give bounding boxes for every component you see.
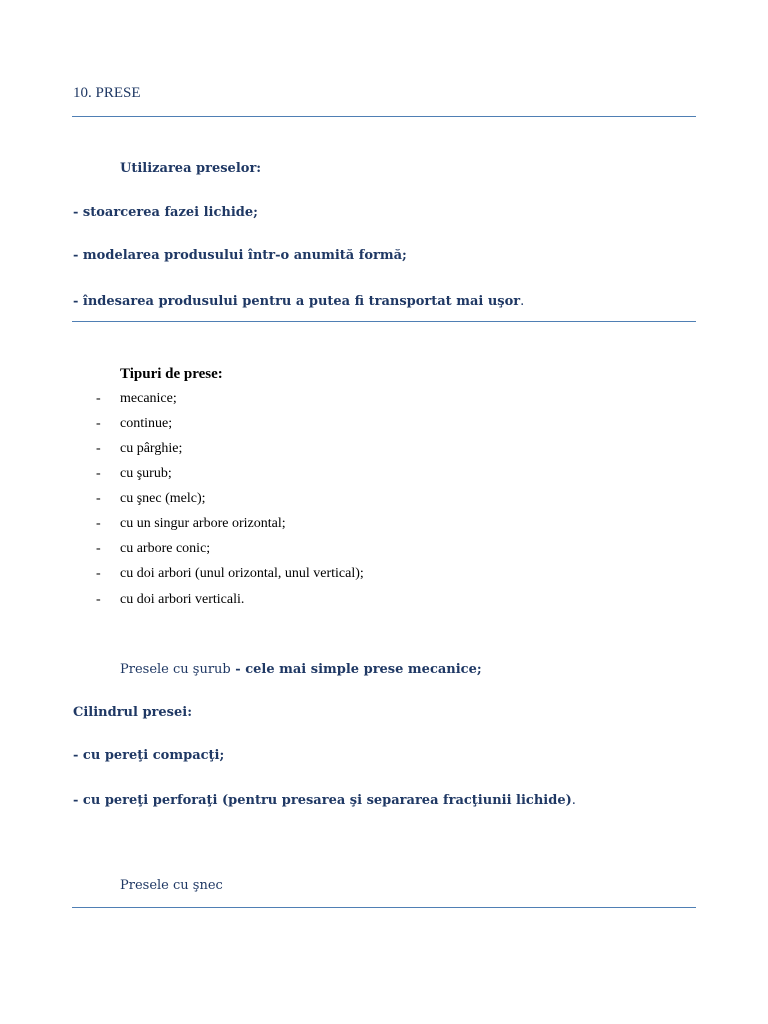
- cilindru-item-last: [73, 791, 576, 809]
- cilindru-item-text: - cu pereţi perforaţi (pentru presarea şi separarea fracţiunii lichide): [73, 793, 572, 808]
- utilizare-item-last: [73, 292, 524, 310]
- list-bullet: -: [96, 491, 101, 506]
- cilindru-heading: Cilindrul presei:: [73, 705, 193, 720]
- list-bullet: -: [96, 466, 101, 481]
- utilizare-item: - modelarea produsului într-o anumită formă;: [73, 248, 407, 263]
- utilizare-item: - stoarcerea fazei lichide;: [73, 205, 258, 220]
- cilindru-item-suffix: .: [571, 793, 576, 808]
- tipuri-heading: Tipuri de prese:: [120, 366, 223, 382]
- list-item: continue;: [120, 416, 173, 431]
- surub-lead: Presele cu şurub: [120, 662, 231, 677]
- surub-rest: - cele mai simple prese mecanice;: [230, 662, 482, 677]
- list-item: cu pârghie;: [120, 441, 183, 456]
- list-item: cu şnec (melc);: [120, 491, 206, 506]
- list-bullet: -: [96, 391, 101, 406]
- list-item: cu doi arbori verticali.: [120, 592, 245, 607]
- list-bullet: -: [96, 441, 101, 456]
- utilizare-item-text: - îndesarea produsului pentru a putea fi transportat mai uşor: [73, 294, 521, 309]
- divider-line: [72, 116, 696, 117]
- list-item: cu doi arbori (unul orizontal, unul vertical);: [120, 566, 364, 581]
- section-title: 10. PRESE: [73, 85, 141, 101]
- divider-line: [72, 321, 696, 322]
- list-bullet: -: [96, 592, 101, 607]
- list-bullet: -: [96, 416, 101, 431]
- list-item: cu şurub;: [120, 466, 172, 481]
- utilizare-item-suffix: .: [520, 294, 525, 309]
- list-bullet: -: [96, 541, 101, 556]
- utilizare-heading: Utilizarea preselor:: [120, 161, 262, 176]
- list-bullet: -: [96, 566, 101, 581]
- divider-line: [72, 907, 696, 908]
- list-bullet: -: [96, 516, 101, 531]
- snec-heading: Presele cu şnec: [120, 878, 223, 893]
- list-item: cu un singur arbore orizontal;: [120, 516, 286, 531]
- list-item: mecanice;: [120, 391, 177, 406]
- cilindru-item: - cu pereţi compacţi;: [73, 748, 225, 763]
- surub-line: [120, 660, 482, 678]
- list-item: cu arbore conic;: [120, 541, 211, 556]
